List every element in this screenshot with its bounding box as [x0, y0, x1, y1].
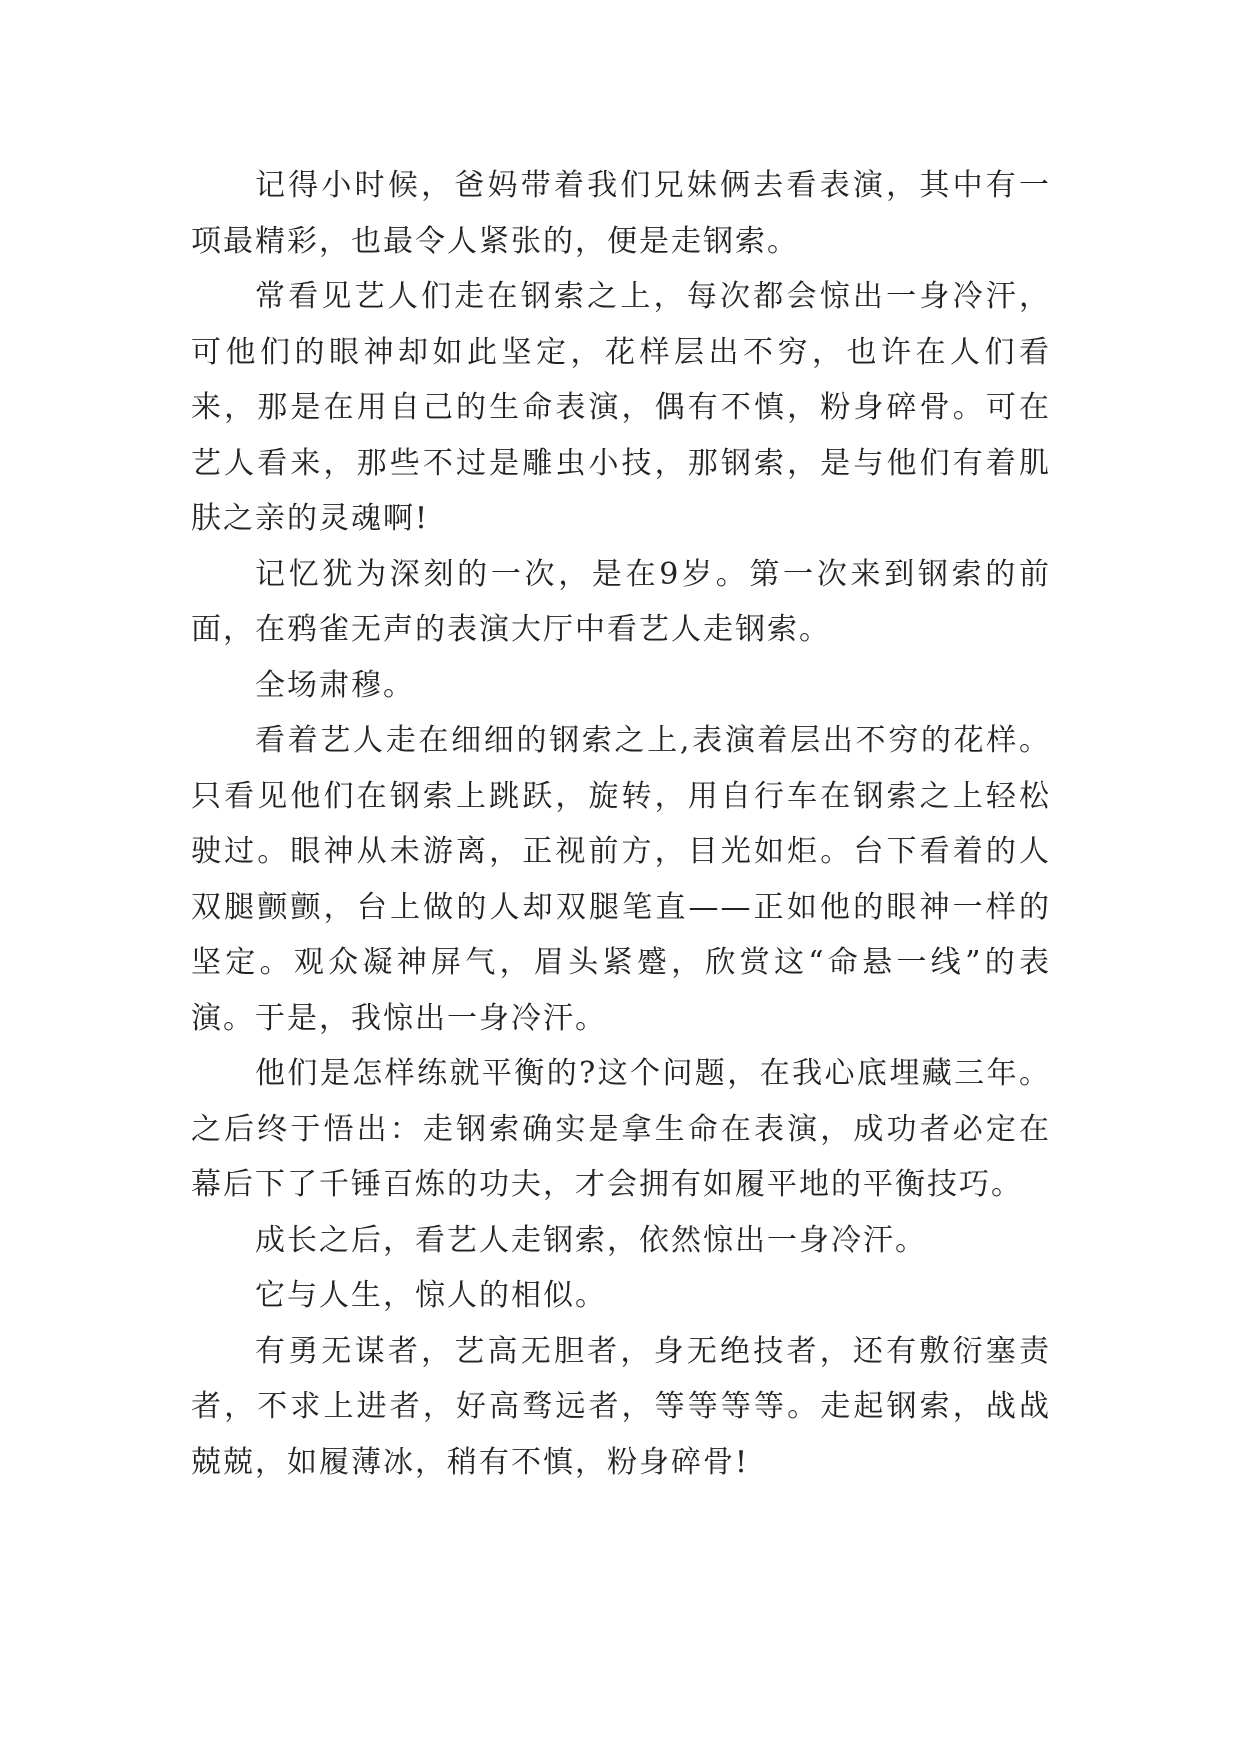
paragraph: 记得小时候，爸妈带着我们兄妹俩去看表演，其中有一项最精彩，也最令人紧张的，便是走钢索。	[191, 168, 1051, 259]
paragraph: 常看见艺人们走在钢索之上，每次都会惊出一身冷汗，可他们的眼神却如此坚定，花样层出不穷，也许在人们看来，那是在用自己的生命表演，偶有不慎，粉身碎骨。可在艺人看来，那些不过是雕虫小技，那钢索，是与他们有着肌肤之亲的灵魂啊!	[191, 279, 1051, 536]
document-body	[191, 158, 1051, 1490]
paragraph: 全场肃穆。	[255, 667, 415, 703]
paragraph: 看着艺人走在细细的钢索之上,表演着层出不穷的花样。只看见他们在钢索上跳跃，旋转，用自行车在钢索之上轻松驶过。眼神从未游离，正视前方，目光如炬。台下看着的人双腿颤颤，台上做的人却双腿笔直——正如他的眼神一样的坚定。观众凝神屏气，眉头紧蹙，欣赏这“命悬一线”的表演。于是，我惊出一身冷汗。	[191, 723, 1051, 1036]
paragraph: 成长之后，看艺人走钢索，依然惊出一身冷汗。	[255, 1222, 927, 1258]
paragraph: 有勇无谋者，艺高无胆者，身无绝技者，还有敷衍塞责者，不求上进者，好高骛远者，等等等等。走起钢索，战战兢兢，如履薄冰，稍有不慎，粉身碎骨!	[191, 1333, 1051, 1480]
paragraph: 记忆犹为深刻的一次，是在9岁。第一次来到钢索的前面，在鸦雀无声的表演大厅中看艺人走钢索。	[191, 556, 1051, 647]
paragraph: 他们是怎样练就平衡的?这个问题，在我心底埋藏三年。之后终于悟出：走钢索确实是拿生命在表演，成功者必定在幕后下了千锤百炼的功夫，才会拥有如履平地的平衡技巧。	[191, 1056, 1051, 1202]
paragraph: 它与人生，惊人的相似。	[255, 1278, 607, 1313]
